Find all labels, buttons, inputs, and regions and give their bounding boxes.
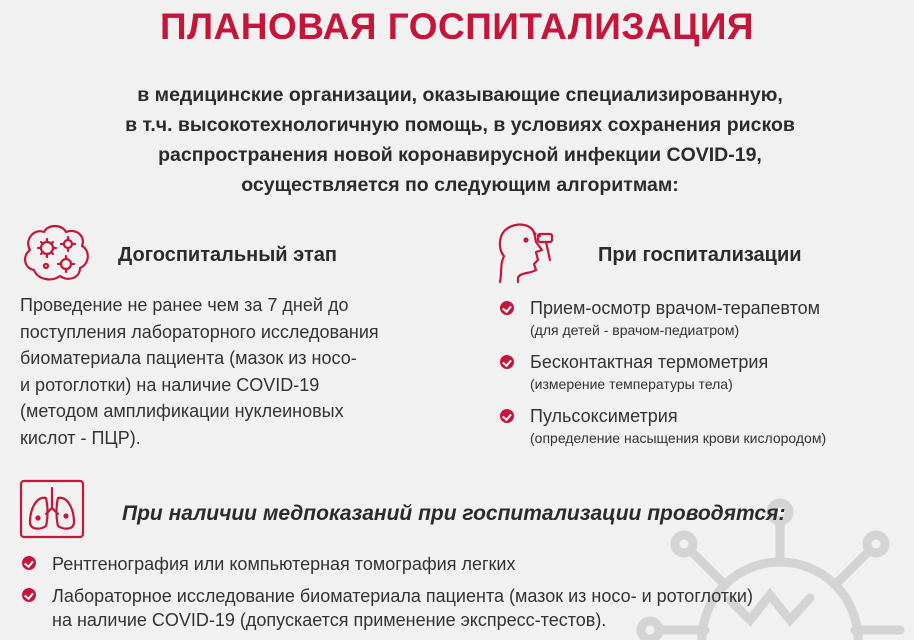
text-line: поступления лабораторного исследования	[20, 321, 379, 342]
subtitle	[60, 80, 860, 200]
check-icon	[500, 301, 514, 315]
item-main: Бесконтактная термометрия	[530, 352, 769, 372]
item-text: Рентгенография или компьютерная томография легких	[52, 554, 516, 574]
text-line: биоматериала пациента (мазок из носо-	[20, 348, 357, 368]
check-icon	[500, 409, 514, 423]
lungs-icon	[18, 478, 86, 540]
check-icon	[22, 556, 36, 570]
text-line: Проведение не ранее чем за 7 дней до	[20, 295, 349, 315]
item-text: на наличие COVID-19 (допускается применение экспресс-тестов).	[52, 610, 607, 630]
list-item	[500, 350, 826, 394]
check-icon	[500, 355, 514, 369]
item-text: Лабораторное исследование биоматериала пациента (мазок из носо- и ротоглотки)	[52, 586, 753, 606]
face-thermometer-icon	[496, 220, 558, 284]
check-icon	[22, 588, 36, 602]
text-line: кислот - ПЦР).	[20, 427, 141, 448]
list-item	[22, 552, 753, 576]
subtitle-line: в т.ч. высокотехнологичную помощь, в условиях сохранения рисков	[125, 114, 795, 136]
pre-hospital-text	[20, 292, 420, 451]
indications-heading: При наличии медпоказаний при госпитализации проводятся:	[122, 502, 786, 525]
subtitle-line: распространения новой коронавирусной инфекции COVID-19,	[158, 144, 762, 166]
item-sub: (для детей - врачом-педиатром)	[530, 322, 740, 338]
text-line: и ротоглотки) на наличие COVID-19	[20, 374, 320, 395]
indications-list	[22, 552, 753, 640]
text-line: (методом амплификации нуклеиновых	[20, 401, 344, 421]
subtitle-line: осуществляется по следующим алгоритмам:	[241, 174, 679, 196]
item-sub: (измерение температуры тела)	[530, 376, 733, 392]
list-item	[22, 584, 753, 632]
hospitalization-list	[500, 296, 826, 458]
pre-hospital-heading: Догоспитальный этап	[118, 244, 337, 266]
virus-icon	[20, 222, 94, 284]
list-item	[500, 296, 826, 340]
item-main: Прием-осмотр врачом-терапевтом	[530, 298, 821, 318]
item-sub: (определение насыщения крови кислородом)	[530, 430, 827, 446]
list-item	[500, 404, 826, 448]
hospitalization-heading: При госпитализации	[598, 244, 802, 266]
page-title: ПЛАНОВАЯ ГОСПИТАЛИЗАЦИЯ	[159, 6, 755, 47]
item-main: Пульсоксиметрия	[530, 406, 678, 426]
subtitle-line: в медицинские организации, оказывающие специализированную,	[137, 84, 783, 106]
